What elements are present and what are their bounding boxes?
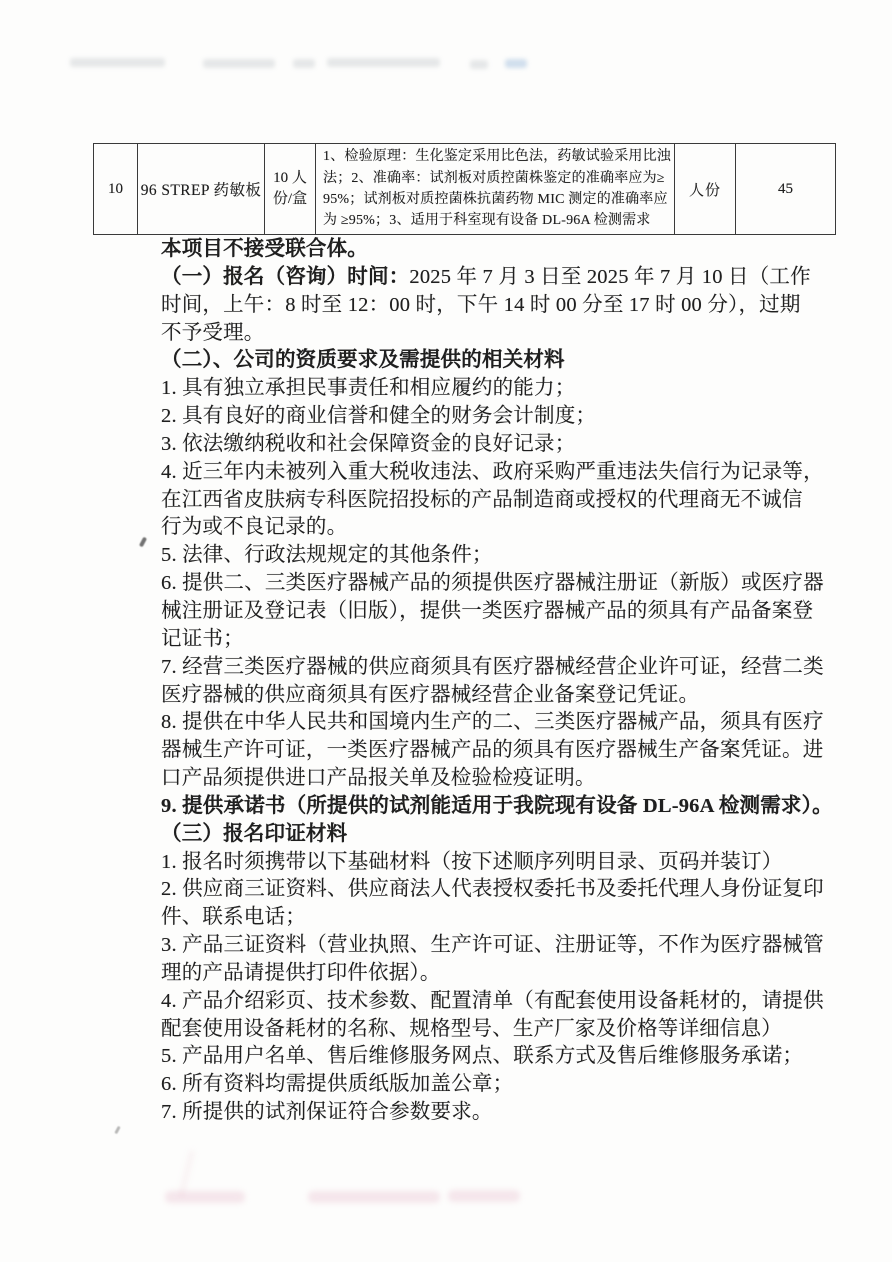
- text-segment: 理的产品请提供打印件依据）。: [161, 961, 441, 984]
- scan-bleed-mark: [293, 59, 315, 68]
- text-line: [161, 709, 841, 737]
- text-segment: 3. 依法缴纳税收和社会保障资金的良好记录；: [161, 432, 576, 455]
- text-line: [161, 487, 841, 515]
- text-segment: 2. 供应商三证资料、供应商法人代表授权委托书及委托代理人身份证复印: [161, 878, 824, 901]
- text-line: [161, 264, 841, 292]
- desc-line: 95%；试剂板对质控菌株抗菌药物 MIC 测定的准确率应: [323, 192, 668, 207]
- item-name-cell: 96 STREP 药敏板: [138, 144, 265, 235]
- text-segment-bold: （二）、公司的资质要求及需提供的相关材料: [161, 349, 565, 372]
- requirements-table: [93, 143, 836, 235]
- text-line: [161, 459, 841, 487]
- text-segment: 1. 报名时须携带以下基础材料（按下述顺序列明目录、页码并装订）: [161, 850, 783, 873]
- spec-desc-cell: [316, 144, 675, 235]
- text-segment: 不予受理。: [161, 321, 265, 344]
- scan-bleed-mark: [70, 58, 165, 67]
- stray-mark: [114, 1126, 120, 1134]
- text-line: [161, 793, 841, 821]
- text-segment-bold: 本项目不接受联合体。: [161, 238, 368, 260]
- text-segment-bold: 9. 提供承诺书（所提供的试剂能适用于我院现有设备 DL-96A 检测需求）。: [161, 794, 833, 817]
- text-line: [161, 1043, 841, 1071]
- text-segment: 在江西省皮肤病专科医院招投标的产品制造商或授权的代理商无不诚信: [161, 488, 803, 511]
- text-line: [161, 849, 841, 877]
- text-line: [161, 570, 841, 598]
- text-segment: 6. 提供二、三类医疗器械产品的须提供医疗器械注册证（新版）或医疗器: [161, 572, 824, 595]
- text-segment: 4. 近三年内未被列入重大税收违法、政府采购严重违法失信行为记录等，: [161, 460, 824, 483]
- desc-line: 为 ≥95%；3、适用于科室现有设备 DL-96A 检测需求: [323, 213, 651, 229]
- scan-bleed-mark: [203, 59, 275, 68]
- text-line: [161, 821, 841, 849]
- table-row: [94, 144, 836, 235]
- text-line: [161, 347, 841, 375]
- scan-smudge: [308, 1191, 440, 1203]
- scan-bleed-mark: [327, 58, 440, 67]
- text-segment: 8. 提供在中华人民共和国境内生产的二、三类医疗器械产品，须具有医疗: [161, 711, 824, 734]
- text-segment: 口产品须提供进口产品报关单及检验检疫证明。: [161, 767, 596, 790]
- text-line: [161, 737, 841, 765]
- stray-mark: [139, 537, 147, 548]
- text-segment: 6. 所有资料均需提供质纸版加盖公章；: [161, 1073, 514, 1096]
- item-number-cell: 10: [94, 144, 138, 235]
- text-segment: 2025 年 7 月 3 日至 2025 年 7 月 10 日（工作: [409, 265, 811, 288]
- text-line: [161, 988, 841, 1016]
- text-segment: 5. 产品用户名单、售后维修服务网点、联系方式及售后维修服务承诺；: [161, 1045, 804, 1068]
- text-line: [161, 292, 841, 320]
- text-segment: 5. 法律、行政法规规定的其他条件；: [161, 544, 493, 567]
- text-segment: 3. 产品三证资料（营业执照、生产许可证、注册证等，不作为医疗器械管: [161, 934, 824, 957]
- item-qty-cell: 45: [736, 144, 836, 235]
- text-line: [161, 1016, 841, 1044]
- text-segment-bold: （三）报名印证材料: [161, 822, 348, 845]
- text-segment-bold: （一）报名（咨询）时间：: [161, 265, 410, 288]
- text-line: [161, 626, 841, 654]
- text-segment: 7. 所提供的试剂保证符合参数要求。: [161, 1101, 493, 1124]
- text-line: [161, 1071, 841, 1099]
- text-line: [161, 765, 841, 793]
- item-unit-cell: 人份: [675, 144, 736, 235]
- text-segment: 时间，上午：8 时至 12：00 时，下午 14 时 00 分至 17 时 00 分），过期: [161, 293, 801, 316]
- body-text: [161, 236, 841, 1127]
- spec-line: 份/盒: [272, 191, 308, 207]
- scan-bleed-mark: [470, 60, 488, 69]
- desc-line: 法；2、准确率：试剂板对质控菌株鉴定的准确率应为≥: [323, 170, 665, 186]
- scan-smudge: [165, 1191, 245, 1203]
- text-segment: 行为或不良记录的。: [161, 516, 348, 539]
- text-segment: 4. 产品介绍彩页、技术参数、配置清单（有配套使用设备耗材的，请提供: [161, 989, 824, 1012]
- text-segment: 件、联系电话；: [161, 906, 306, 929]
- text-line: [161, 542, 841, 570]
- text-segment: 器械生产许可证，一类医疗器械产品的须具有医疗器械生产备案凭证。进: [161, 739, 824, 762]
- text-line: [161, 654, 841, 682]
- scan-bleed-mark-blue: [505, 59, 527, 68]
- text-segment: 配套使用设备耗材的名称、规格型号、生产厂家及价格等详细信息）: [161, 1017, 782, 1040]
- text-line: [161, 960, 841, 988]
- text-segment: 1. 具有独立承担民事责任和相应履约的能力；: [161, 377, 576, 400]
- text-line: [161, 876, 841, 904]
- text-line: [161, 375, 841, 403]
- text-line: [161, 1099, 841, 1127]
- text-line: [161, 598, 841, 626]
- text-line: [161, 320, 841, 348]
- scan-smudge: [448, 1190, 520, 1202]
- item-spec-cell: [265, 144, 316, 235]
- text-line: [161, 514, 841, 542]
- text-line: [161, 431, 841, 459]
- scan-smudge: [178, 1150, 194, 1198]
- text-segment: 械注册证及登记表（旧版），提供一类医疗器械产品的须具有产品备案登: [161, 599, 814, 622]
- text-line: [161, 904, 841, 932]
- desc-line: 1、检验原理：生化鉴定采用比色法，药敏试验采用比浊: [323, 149, 671, 165]
- text-line: [161, 403, 841, 431]
- text-segment: 医疗器械的供应商须具有医疗器械经营企业备案登记凭证。: [161, 683, 700, 706]
- text-line: [161, 932, 841, 960]
- text-segment: 记证书；: [161, 627, 244, 650]
- text-line: [161, 682, 841, 710]
- spec-line: 10 人: [273, 170, 307, 186]
- text-segment: 7. 经营三类医疗器械的供应商须具有医疗器械经营企业许可证，经营二类: [161, 655, 824, 678]
- text-segment: 2. 具有良好的商业信誉和健全的财务会计制度；: [161, 405, 597, 428]
- text-line: [161, 236, 841, 264]
